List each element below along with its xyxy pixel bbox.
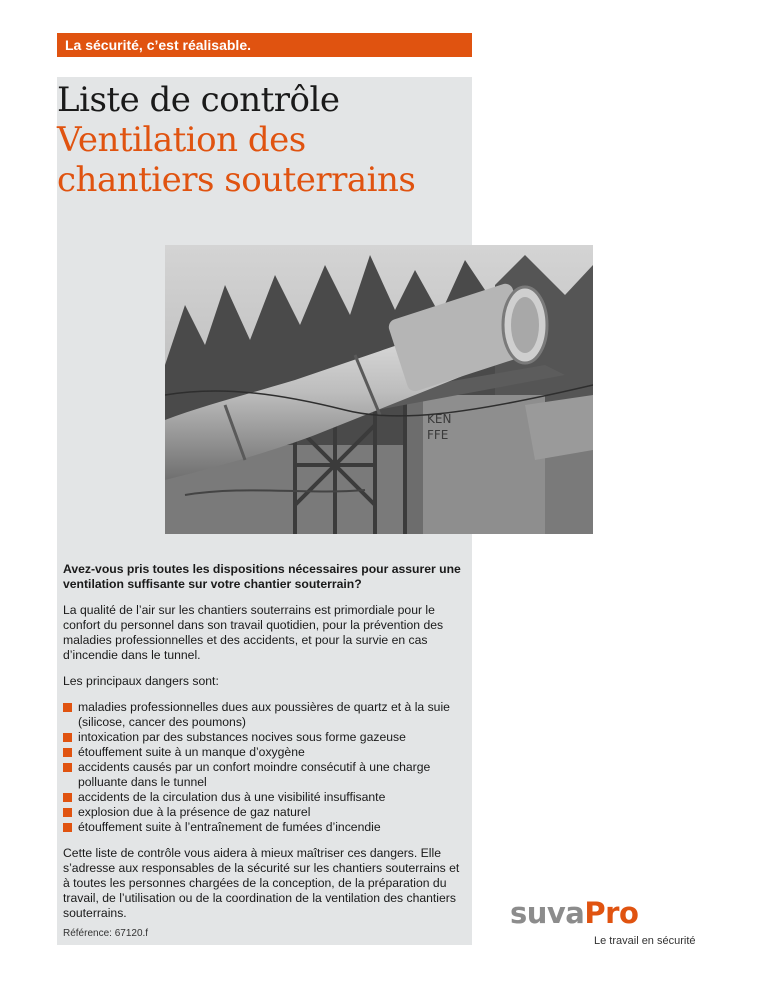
list-item: maladies professionnelles dues aux poussières de quartz et à la suie (silicose, cancer des poumons) bbox=[63, 700, 463, 730]
list-item: explosion due à la présence de gaz naturel bbox=[63, 805, 463, 820]
title-line-3: chantiers souterrains bbox=[57, 160, 416, 200]
list-item: accidents causés par un confort moindre consécutif à une charge polluante dans le tunnel bbox=[63, 760, 463, 790]
list-item: étouffement suite à l’entraînement de fumées d’incendie bbox=[63, 820, 463, 835]
logo-tagline: Le travail en sécurité bbox=[594, 935, 696, 947]
suvapro-logo bbox=[510, 898, 710, 958]
intro-paragraph: La qualité de l’air sur les chantiers souterrains est primordiale pour le confort du personnel dans son travail quotidien, pour la prévention des maladies professionnelles et des accidents, et pour la survie en cas d’incendie dans le tunnel. bbox=[63, 603, 444, 662]
list-item: intoxication par des substances nocives sous forme gazeuse bbox=[63, 730, 463, 745]
lead-question: Avez-vous pris toutes les dispositions nécessaires pour assurer une ventilation suffisante sur votre chantier souterrain? bbox=[63, 562, 461, 591]
reference-number: Référence: 67120.f bbox=[63, 928, 149, 939]
sign-text-2: FFE bbox=[427, 428, 449, 442]
title-line-1: Liste de contrôle bbox=[57, 80, 340, 120]
header-tagline: La sécurité, c’est réalisable. bbox=[57, 33, 472, 57]
dangers-heading: Les principaux dangers sont: bbox=[63, 674, 219, 688]
sign-text-1: KEN bbox=[427, 412, 452, 426]
list-item: étouffement suite à un manque d’oxygène bbox=[63, 745, 463, 760]
dangers-list bbox=[63, 700, 463, 835]
list-item: accidents de la circulation dus à une visibilité insuffisante bbox=[63, 790, 463, 805]
body-text bbox=[63, 562, 463, 932]
ventilation-duct-photo bbox=[165, 245, 593, 534]
title-line-2: Ventilation des bbox=[57, 120, 306, 160]
conclusion-paragraph: Cette liste de contrôle vous aidera à mieux maîtriser ces dangers. Elle s’adresse aux responsables de la sécurité sur les chantiers souterrains et à toutes les personnes chargées de la conception, de la préparation du travail, de l’utilisation ou de la coordination de la ventilation des chantiers souterrains. bbox=[63, 846, 460, 920]
page-title bbox=[57, 80, 517, 200]
logo-pro: Pro bbox=[584, 896, 639, 930]
logo-suva: suva bbox=[510, 896, 585, 930]
